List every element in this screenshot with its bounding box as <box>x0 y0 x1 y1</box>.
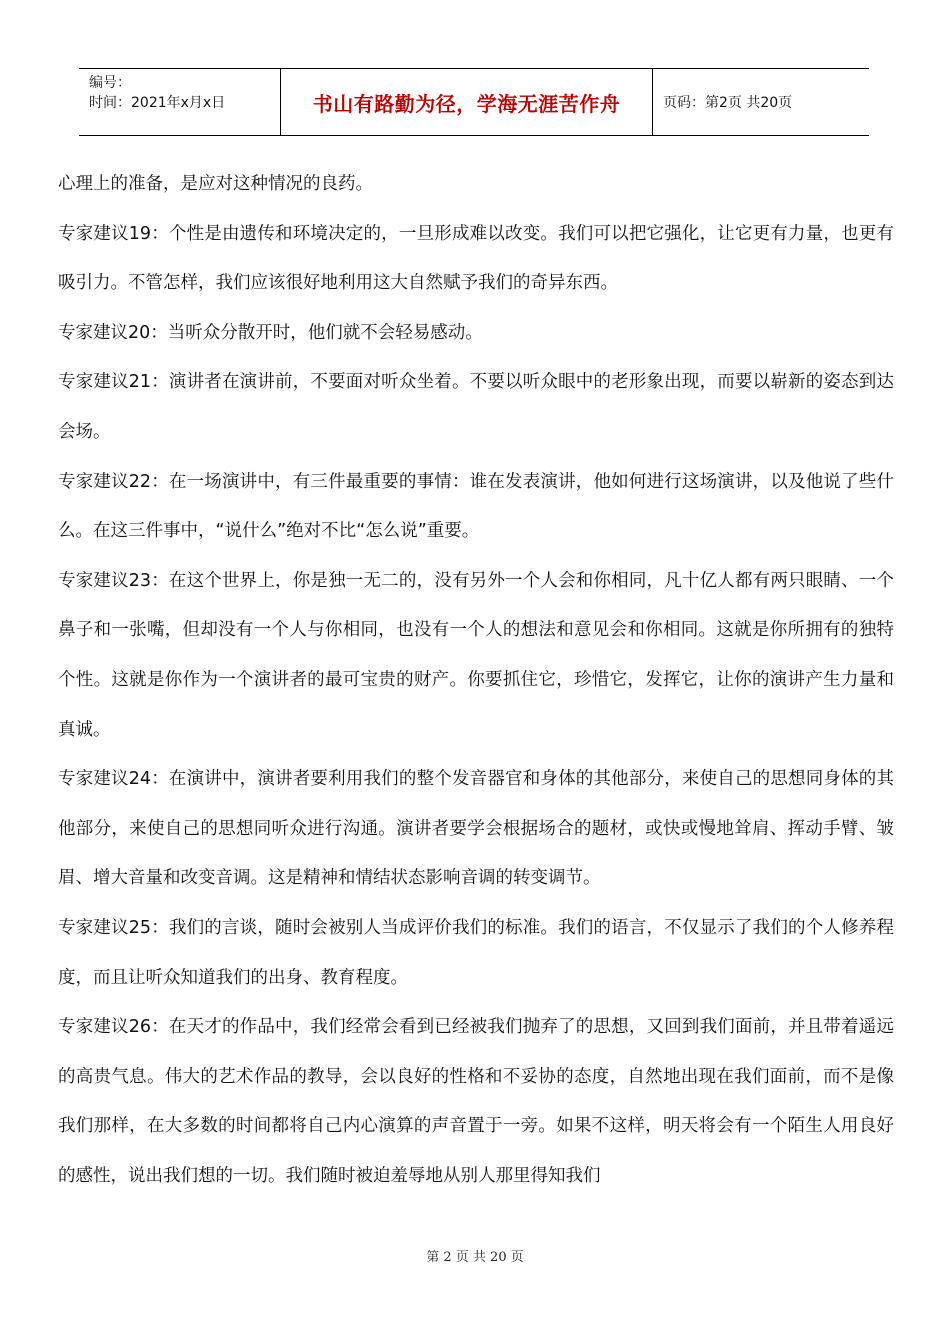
paragraph: 专家建议20：当听众分散开时，他们就不会轻易感动。 <box>58 322 483 343</box>
paragraph: 专家建议19：个性是由遗传和环境决定的，一旦形成难以改变。我们可以把它强化，让它更有力量，也更有吸引力。不管怎样，我们应该很好地利用这大自然赋予我们的奇异东西。 <box>58 223 894 294</box>
page-header <box>79 68 869 136</box>
header-meta <box>79 69 281 135</box>
paragraph: 专家建议24：在演讲中，演讲者要利用我们的整个发音器官和身体的其他部分，来使自己的思想同身体的其他部分，来使自己的思想同听众进行沟通。演讲者要学会根据场合的题材，或快或慢地耸肩、挥动手臂、皱眉、增大音量和改变音调。这是精神和情结状态影响音调的转变调节。 <box>58 769 894 889</box>
header-page-info: 页码：第2页 共20页 <box>663 95 793 111</box>
paragraph: 专家建议21：演讲者在演讲前，不要面对听众坐着。不要以听众眼中的老形象出现，而要以崭新的姿态到达会场。 <box>58 372 894 442</box>
header-motto: 书山有路勤为径，学海无涯苦作舟 <box>281 69 653 135</box>
paragraph: 专家建议25：我们的言谈，随时会被别人当成评价我们的标准。我们的语言，不仅显示了我们的个人修养程度，而且让听众知道我们的出身、教育程度。 <box>58 917 894 988</box>
paragraph: 专家建议26：在天才的作品中，我们经常会看到已经被我们抛弃了的思想，又回到我们面前，并且带着遥远的高贵气息。伟大的艺术作品的教导，会以良好的性格和不妥协的态度，自然地出现在我们面前，而不是像我们那样，在大多数的时间都将自己内心演算的声音置于一旁。如果不这样，明天将会有一个陌生人用良好的感性，说出我们想的一切。我们随时被迫羞辱地从别人那里得知我们 <box>58 1017 894 1186</box>
document-time-label: 时间：2021年x月x日 <box>89 95 226 111</box>
paragraph: 专家建议22：在一场演讲中，有三件最重要的事情：谁在发表演讲，他如何进行这场演讲，以及他说了些什么。在这三件事中，“说什么”绝对不比“怎么说”重要。 <box>58 471 894 542</box>
paragraph: 心理上的准备，是应对这种情况的良药。 <box>58 174 373 194</box>
paragraph: 专家建议23：在这个世界上，你是独一无二的，没有另外一个人会和你相同，凡十亿人都有两只眼睛、一个鼻子和一张嘴，但却没有一个人与你相同，也没有一个人的想法和意见会和你相同。这就是你所拥有的独特个性。这就是你作为一个演讲者的最可宝贵的财产。你要抓住它，珍惜它，发挥它，让你的演讲产生力量和真诚。 <box>58 570 894 740</box>
document-body <box>58 160 894 1201</box>
document-number-label: 编号： <box>89 75 131 91</box>
page-footer: 第 2 页 共 20 页 <box>426 1250 524 1265</box>
